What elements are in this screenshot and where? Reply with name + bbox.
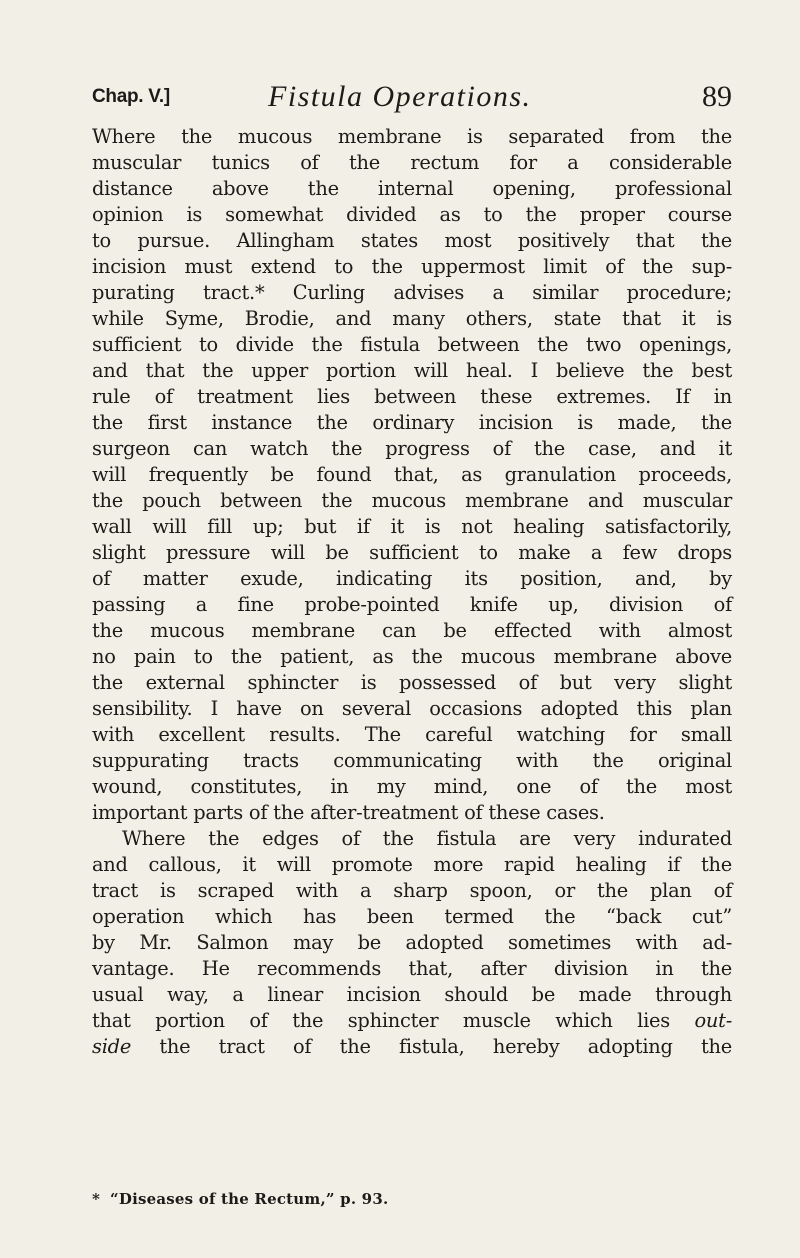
text-line: slight pressure will be sufficient to make a few drops (92, 541, 732, 564)
chapter-label: Chap. V.] (92, 86, 170, 107)
text-line: the mucous membrane can be effected with almost (92, 619, 732, 642)
text-line: Where the edges of the fistula are very indurated (122, 827, 732, 850)
text-line: and that the upper portion will heal. I believe the best (92, 359, 732, 382)
text-line: wall will fill up; but if it is not healing satisfactorily, (92, 515, 732, 538)
body-text (92, 124, 732, 1060)
text-line: passing a fine probe-pointed knife up, division of (92, 593, 732, 616)
text-line: while Syme, Brodie, and many others, state that it is (92, 307, 732, 330)
text-line: will frequently be found that, as granulation proceeds, (92, 463, 732, 486)
text-line-with-italic (92, 1034, 732, 1060)
text-line: purating tract.* Curling advises a similar procedure; (92, 281, 732, 304)
page-number: 89 (702, 80, 732, 113)
italic-word: side (92, 1035, 132, 1058)
running-title: Fistula Operations. (268, 80, 532, 113)
text-line: no pain to the patient, as the mucous membrane above (92, 645, 732, 668)
text-line: suppurating tracts communicating with the original (92, 749, 732, 772)
text-line: incision must extend to the uppermost limit of the sup- (92, 255, 732, 278)
text-segment: the tract of the fistula, hereby adopting the (131, 1035, 732, 1058)
text-line: of matter exude, indicating its position, and, by (92, 567, 732, 590)
text-line-with-italic (92, 1008, 732, 1034)
text-line: vantage. He recommends that, after division in the (92, 957, 732, 980)
footnote-marker: * (92, 1190, 101, 1208)
text-line: to pursue. Allingham states most positively that the (92, 229, 732, 252)
text-line: muscular tunics of the rectum for a considerable (92, 151, 732, 174)
text-line: tract is scraped with a sharp spoon, or the plan of (92, 879, 732, 902)
text-line: the external sphincter is possessed of but very slight (92, 671, 732, 694)
text-line: by Mr. Salmon may be adopted sometimes with ad- (92, 931, 732, 954)
footnote (92, 1190, 732, 1208)
text-line: rule of treatment lies between these extremes. If in (92, 385, 732, 408)
text-line: wound, constitutes, in my mind, one of the most (92, 775, 732, 798)
text-line: sufficient to divide the fistula between the two openings, (92, 333, 732, 356)
italic-word: out- (694, 1009, 732, 1032)
text-line: usual way, a linear incision should be made through (92, 983, 732, 1006)
text-line: surgeon can watch the progress of the case, and it (92, 437, 732, 460)
paragraph-2 (92, 826, 732, 1060)
text-line: sensibility. I have on several occasions adopted this plan (92, 697, 732, 720)
text-line: distance above the internal opening, professional (92, 177, 732, 200)
text-segment: that portion of the sphincter muscle which lies (92, 1009, 695, 1032)
text-line: and callous, it will promote more rapid healing if the (92, 853, 732, 876)
text-line: opinion is somewhat divided as to the proper course (92, 203, 732, 226)
footnote-text: “Diseases of the Rectum,” p. 93. (110, 1190, 389, 1208)
text-line: with excellent results. The careful watching for small (92, 723, 732, 746)
text-line: Where the mucous membrane is separated from the (92, 125, 732, 148)
paragraph-1 (92, 124, 732, 826)
text-line: important parts of the after-treatment of these cases. (92, 801, 605, 824)
text-line: the first instance the ordinary incision is made, the (92, 411, 732, 434)
page-header (92, 80, 732, 120)
text-line: operation which has been termed the “back cut” (92, 905, 732, 928)
text-line: the pouch between the mucous membrane and muscular (92, 489, 732, 512)
